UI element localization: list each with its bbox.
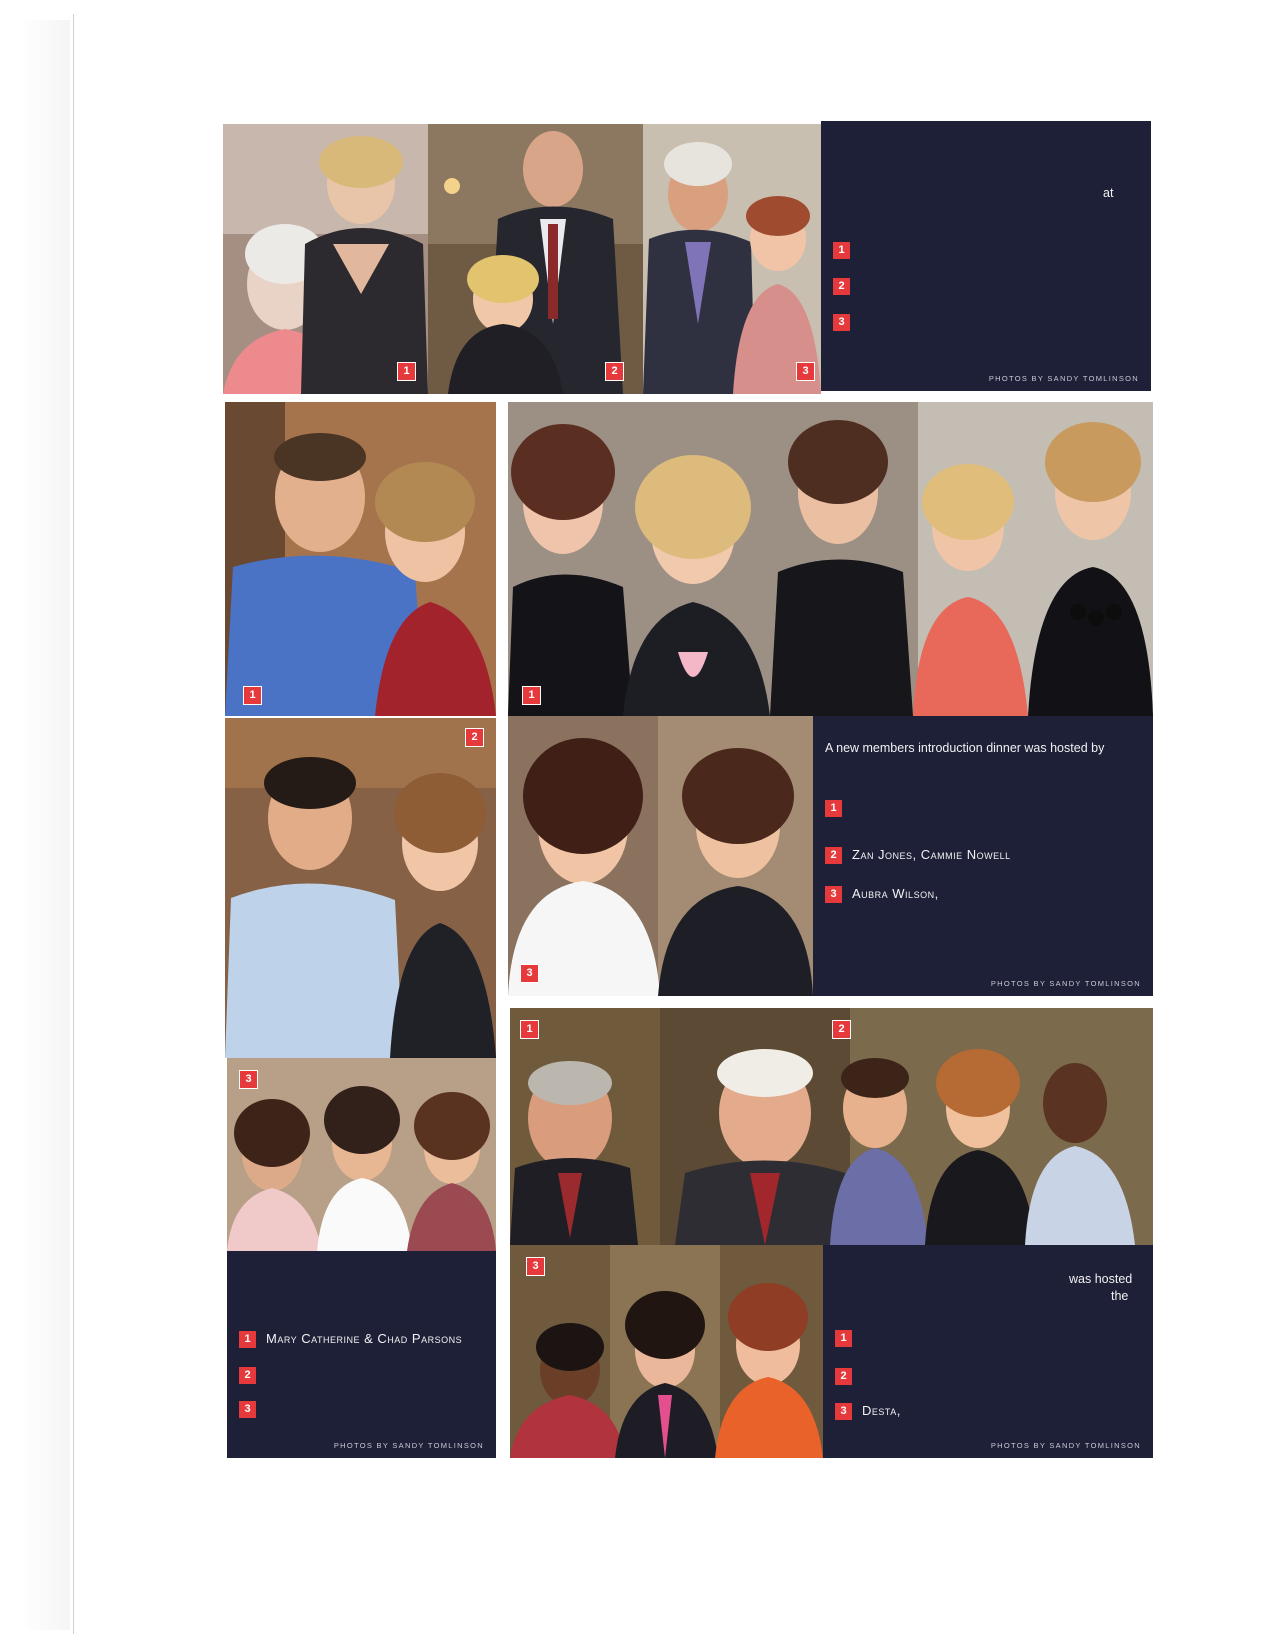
photo-credit: PHOTOS BY SANDY TOMLINSON bbox=[988, 374, 1139, 383]
photo-top-3 bbox=[643, 124, 821, 394]
photo-credit: PHOTOS BY SANDY TOMLINSON bbox=[990, 1441, 1141, 1450]
photo-bottom-left bbox=[227, 1058, 496, 1251]
caption-number: 1 bbox=[825, 800, 842, 817]
caption-number: 3 bbox=[825, 886, 842, 903]
photo-credit: PHOTOS BY SANDY TOMLINSON bbox=[333, 1441, 484, 1450]
photo-top-2 bbox=[428, 124, 643, 394]
caption-item-2 bbox=[239, 1367, 486, 1384]
photo-badge-2: 2 bbox=[465, 728, 484, 747]
caption-panel-middle bbox=[813, 716, 1153, 996]
panel-body-white: at bbox=[1103, 186, 1114, 200]
caption-item-3 bbox=[835, 1403, 1143, 1420]
photo-badge-2: 2 bbox=[605, 362, 624, 381]
caption-item-1 bbox=[833, 242, 1141, 259]
caption-panel-top bbox=[821, 121, 1151, 391]
caption-item-1 bbox=[835, 1330, 1143, 1347]
caption-item-3 bbox=[825, 886, 1143, 903]
page-gutter-line bbox=[73, 14, 74, 1634]
photo-badge-1: 1 bbox=[520, 1020, 539, 1039]
photo-mid-left-2 bbox=[225, 718, 496, 1058]
caption-names: Desta, bbox=[862, 1403, 901, 1418]
page-gutter-shadow bbox=[20, 20, 70, 1630]
caption-number: 2 bbox=[833, 278, 850, 295]
photo-credit: PHOTOS BY SANDY TOMLINSON bbox=[990, 979, 1141, 988]
caption-names: Aubra Wilson, bbox=[852, 886, 939, 901]
caption-item-3 bbox=[833, 314, 1141, 331]
photo-badge-3: 3 bbox=[239, 1070, 258, 1089]
photo-badge-3: 3 bbox=[520, 964, 539, 983]
caption-number: 3 bbox=[833, 314, 850, 331]
caption-panel-bottom-left bbox=[227, 1251, 496, 1458]
panel-body bbox=[825, 740, 1141, 757]
caption-item-1 bbox=[239, 1331, 486, 1348]
caption-item-2 bbox=[835, 1368, 1143, 1385]
photo-badge-3: 3 bbox=[526, 1257, 545, 1276]
caption-panel-bottom-right bbox=[823, 1245, 1153, 1458]
caption-number: 3 bbox=[239, 1401, 256, 1418]
photo-bottom-trio bbox=[510, 1245, 823, 1458]
caption-item-3 bbox=[239, 1401, 486, 1418]
caption-item-2 bbox=[833, 278, 1141, 295]
photo-badge-1: 1 bbox=[397, 362, 416, 381]
caption-item-1 bbox=[825, 800, 1143, 817]
photo-top-1 bbox=[223, 124, 428, 394]
caption-number: 1 bbox=[835, 1330, 852, 1347]
caption-number: 3 bbox=[835, 1403, 852, 1420]
photo-bottom-group bbox=[510, 1008, 1153, 1245]
panel-body-white-a: was hosted bbox=[1069, 1272, 1133, 1286]
caption-item-2 bbox=[825, 847, 1143, 864]
caption-names: Zan Jones, Cammie Nowell bbox=[852, 847, 1011, 862]
caption-names: Mary Catherine & Chad Parsons bbox=[266, 1331, 463, 1346]
caption-number: 2 bbox=[239, 1367, 256, 1384]
photo-mid-pair bbox=[508, 716, 813, 996]
caption-number: 1 bbox=[833, 242, 850, 259]
photo-mid-group bbox=[508, 402, 1153, 716]
caption-number: 2 bbox=[825, 847, 842, 864]
caption-number: 1 bbox=[239, 1331, 256, 1348]
photo-badge-3: 3 bbox=[796, 362, 815, 381]
photo-badge-1: 1 bbox=[522, 686, 541, 705]
caption-number: 2 bbox=[835, 1368, 852, 1385]
photo-badge-2: 2 bbox=[832, 1020, 851, 1039]
photo-badge-1: 1 bbox=[243, 686, 262, 705]
panel-body-white-b: the bbox=[1111, 1289, 1129, 1303]
photo-mid-left-1 bbox=[225, 402, 496, 716]
panel-body-white: A new members introduction dinner was hosted by bbox=[825, 741, 1105, 755]
